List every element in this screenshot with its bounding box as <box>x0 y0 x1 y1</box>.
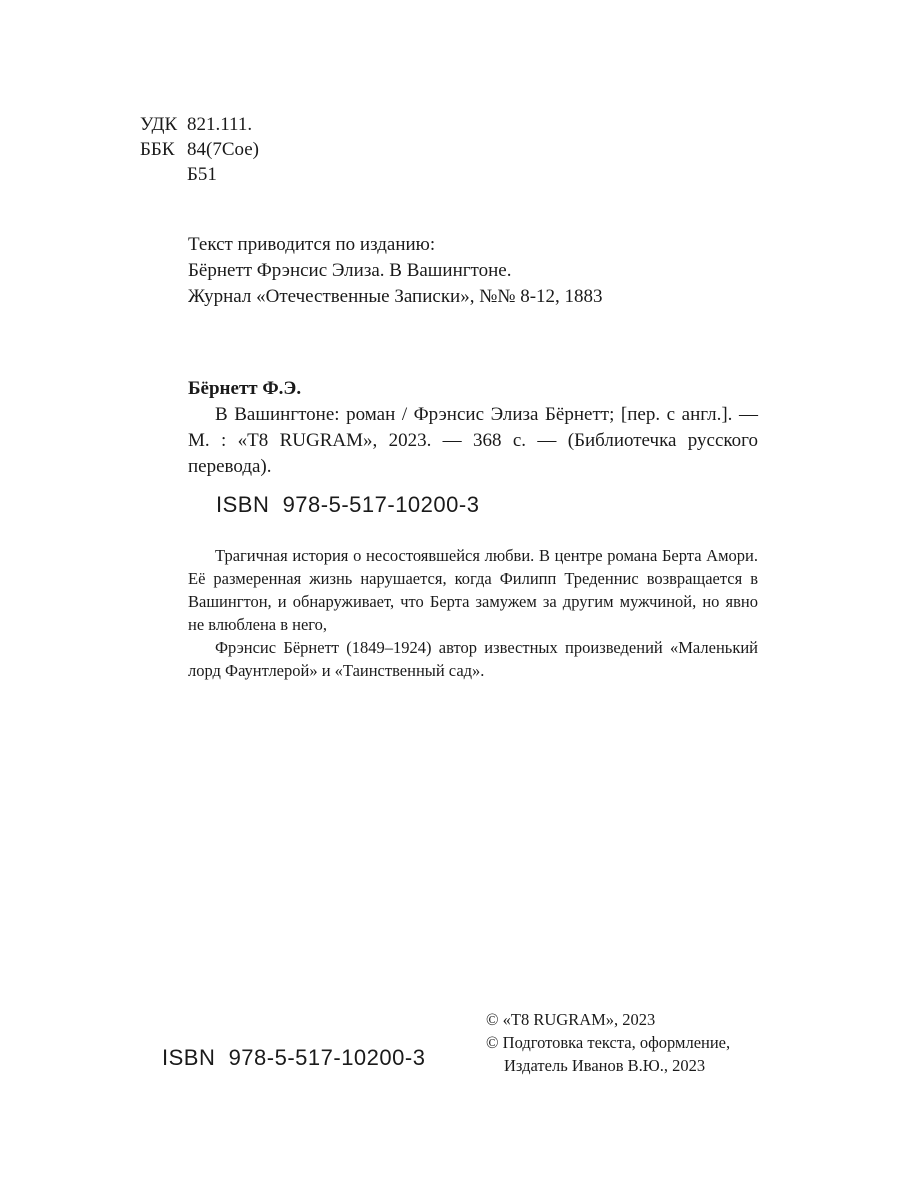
isbn-top: ISBN 978-5-517-10200-3 <box>216 492 480 517</box>
author-heading: Бёрнетт Ф.Э. <box>188 378 302 399</box>
bbk-value: 84(7Сое) <box>187 139 259 160</box>
source-edition-note <box>188 232 603 310</box>
author-mark-row <box>140 162 259 187</box>
annotation-paragraph-2: Фрэнсис Бёрнетт (1849–1924) автор известных произведений «Маленький лорд Фаунтлерой» и «Таинственный сад». <box>188 638 758 680</box>
source-line-3: Журнал «Отечественные Записки», №№ 8-12, 1883 <box>188 286 603 307</box>
annotation <box>188 544 758 682</box>
isbn-bottom: ISBN 978-5-517-10200-3 <box>162 1045 426 1070</box>
classification-codes <box>140 112 259 187</box>
bibliographic-description: В Вашингтоне: роман / Фрэнсис Элиза Бёрнетт; [пер. с англ.]. — М. : «T8 RUGRAM», 2023. — 368 с. — (Библиотечка русского перевода). <box>188 404 758 477</box>
source-line-1: Текст приводится по изданию: <box>188 234 436 255</box>
source-line-2: Бёрнетт Фрэнсис Элиза. В Вашингтоне. <box>188 260 512 281</box>
copyright-line-1: © «T8 RUGRAM», 2023 <box>486 1010 656 1029</box>
bbk-row <box>140 137 259 162</box>
udk-label: УДК <box>140 114 178 135</box>
udk-row <box>140 112 259 137</box>
annotation-paragraph-1: Трагичная история о несостоявшейся любви. В центре романа Берта Амори. Её размеренная жизнь нарушается, когда Филипп Треденнис возвращается в Вашингтон, и обнаруживает, что Берта замужем за другим мужчиной, но явно не влюблена в него, <box>188 546 758 634</box>
copyright-line-3: Издатель Иванов В.Ю., 2023 <box>504 1056 706 1075</box>
bbk-label: ББК <box>140 139 175 160</box>
udk-value: 821.111. <box>187 114 253 135</box>
bibliographic-record <box>188 376 758 480</box>
copyright-line-2: © Подготовка текста, оформление, <box>486 1033 731 1052</box>
author-mark: Б51 <box>187 164 217 185</box>
copyright-block <box>486 1008 730 1077</box>
